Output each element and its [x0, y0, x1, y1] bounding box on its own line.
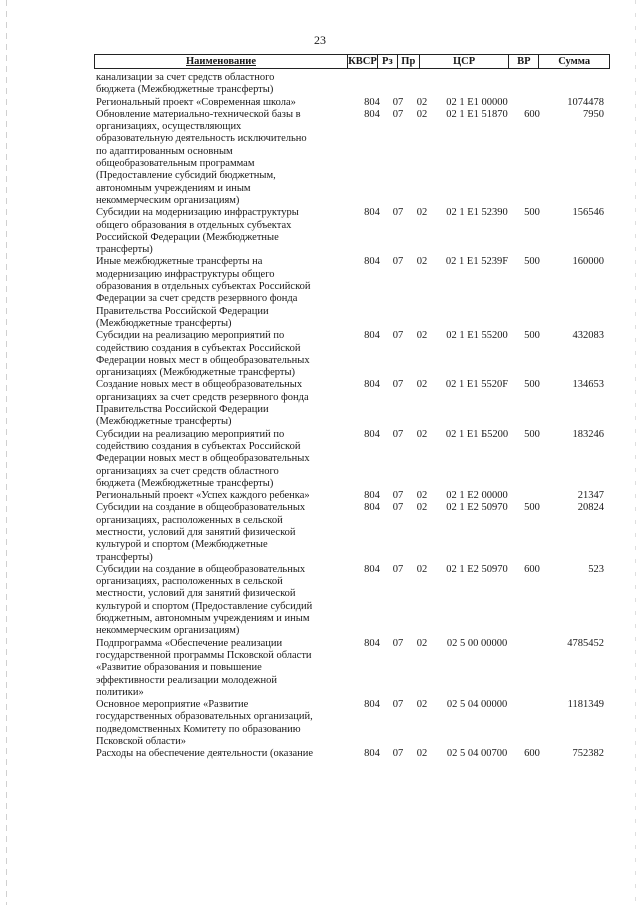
- row-name: [96, 638, 351, 699]
- row-sum: 4785452: [567, 637, 604, 649]
- row-rz: 07: [392, 428, 404, 440]
- row-name-line: модернизацию инфраструктуры общего: [96, 268, 275, 280]
- row-sum: 183246: [572, 428, 604, 440]
- row-name-line: (Предоставление субсидий бюджетным,: [96, 170, 276, 182]
- row-rz: 07: [392, 490, 404, 502]
- row-csr: 02 1 E1 Б5200: [445, 428, 509, 440]
- row-name: [96, 699, 351, 748]
- row-kvsr: 804: [364, 502, 380, 514]
- row-name-line: Основное мероприятие «Развитие: [96, 699, 249, 711]
- row-name-line: организациях за счет средств областного: [96, 465, 279, 477]
- row-name: [96, 429, 351, 490]
- row-name-line: местности, условий для занятий физической: [96, 588, 296, 600]
- row-name-line: по адаптированным основным: [96, 145, 233, 157]
- row-name-line: организациях (Межбюджетные трансферты): [96, 367, 295, 379]
- row-name-line: государственной программы Псковской области: [96, 649, 312, 661]
- row-pr: 02: [416, 699, 428, 711]
- row-kvsr: 804: [364, 699, 380, 711]
- table-row: [0, 97, 640, 109]
- row-name-line: образовательную деятельность исключительно: [96, 133, 307, 145]
- row-name-line: государственных образовательных организаций,: [96, 711, 313, 723]
- row-name: [96, 330, 351, 379]
- row-name-line: Обновление материально-технической базы в: [96, 108, 301, 120]
- row-name-line: Субсидии на реализацию мероприятий по: [96, 428, 285, 440]
- row-kvsr: 804: [364, 108, 380, 120]
- row-name-line: Российской Федерации (Межбюджетные: [96, 231, 279, 243]
- table-row: [0, 699, 640, 748]
- row-pr: 02: [416, 428, 428, 440]
- row-name-line: организациях, осуществляющих: [96, 121, 242, 133]
- row-name-line: Субсидии на создание в общеобразовательных: [96, 502, 306, 514]
- row-csr: 02 5 00 00000: [446, 637, 508, 649]
- row-name-line: Подпрограмма «Обеспечение реализации: [96, 637, 283, 649]
- row-vr: 500: [524, 330, 540, 342]
- row-name-line: Правительства Российской Федерации: [96, 305, 269, 317]
- row-kvsr: 804: [364, 207, 380, 219]
- row-kvsr: 804: [364, 330, 380, 342]
- table-header: [94, 54, 610, 69]
- row-pr: 02: [416, 637, 428, 649]
- row-kvsr: 804: [364, 490, 380, 502]
- row-csr: 02 1 E1 00000: [446, 96, 508, 108]
- row-name-line: культурой и спортом (Предоставление субсидий: [96, 600, 313, 612]
- row-name-line: (Межбюджетные трансферты): [96, 416, 232, 428]
- table-row: [0, 256, 640, 330]
- row-name-line: содействию создания в субъектах Российской: [96, 440, 301, 452]
- table-row: [0, 638, 640, 699]
- row-name-line: Федерации новых мест в общеобразовательных: [96, 354, 310, 366]
- row-rz: 07: [392, 330, 404, 342]
- row-name-line: Федерации новых мест в общеобразовательных: [96, 453, 310, 465]
- row-name-line: культурой и спортом (Межбюджетные: [96, 539, 268, 551]
- row-name-line: Создание новых мест в общеобразовательных: [96, 379, 303, 391]
- row-rz: 07: [392, 502, 404, 514]
- row-rz: 07: [392, 108, 404, 120]
- row-rz: 07: [392, 748, 404, 760]
- header-kvsr: КВСР: [348, 56, 377, 67]
- row-name: [96, 97, 351, 109]
- table-row: [0, 72, 640, 97]
- row-sum: 432083: [572, 330, 604, 342]
- row-rz: 07: [392, 256, 404, 268]
- row-name-line: Правительства Российской Федерации: [96, 404, 269, 416]
- row-kvsr: 804: [364, 748, 380, 760]
- row-pr: 02: [416, 563, 428, 575]
- row-csr: 02 5 04 00000: [446, 699, 508, 711]
- row-sum: 523: [588, 563, 604, 575]
- row-csr: 02 1 E1 5520F: [445, 379, 509, 391]
- row-kvsr: 804: [364, 428, 380, 440]
- row-name: [96, 564, 351, 638]
- row-vr: 600: [524, 563, 540, 575]
- row-csr: 02 1 E1 51870: [446, 108, 508, 120]
- table-row: [0, 564, 640, 638]
- row-vr: 500: [524, 379, 540, 391]
- row-name-line: образования в отдельных субъектах Российской: [96, 281, 311, 293]
- row-pr: 02: [416, 330, 428, 342]
- row-pr: 02: [416, 96, 428, 108]
- row-sum: 21347: [577, 490, 604, 502]
- row-name-line: «Развитие образования и повышение: [96, 662, 262, 674]
- row-sum: 134653: [572, 379, 604, 391]
- row-pr: 02: [416, 256, 428, 268]
- row-name-line: подведомственных Комитету по образованию: [96, 723, 301, 735]
- row-csr: 02 1 E2 50970: [446, 502, 508, 514]
- row-name-line: бюджетным, автономным учреждениям и иным: [96, 613, 310, 625]
- row-sum: 20824: [577, 502, 604, 514]
- header-vr: ВР: [509, 55, 539, 68]
- row-pr: 02: [416, 379, 428, 391]
- row-rz: 07: [392, 96, 404, 108]
- row-csr: 02 1 E2 00000: [446, 490, 508, 502]
- row-sum: 752382: [572, 748, 604, 760]
- row-name-line: Субсидии на модернизацию инфраструктуры: [96, 207, 299, 219]
- row-name: [96, 748, 351, 760]
- row-pr: 02: [416, 490, 428, 502]
- row-name-line: Региональный проект «Современная школа»: [96, 96, 296, 108]
- row-name: [96, 256, 351, 330]
- row-name-line: Субсидии на реализацию мероприятий по: [96, 330, 285, 342]
- row-name-line: трансферты): [96, 551, 153, 563]
- row-kvsr: 804: [364, 379, 380, 391]
- table-row: [0, 330, 640, 379]
- row-sum: 1074478: [567, 96, 604, 108]
- row-vr: 500: [524, 428, 540, 440]
- row-name-line: Федерации за счет средств резервного фонда: [96, 293, 298, 305]
- row-vr: 600: [524, 748, 540, 760]
- row-csr: 02 1 E1 52390: [446, 207, 508, 219]
- table-row: [0, 502, 640, 563]
- row-vr: 500: [524, 207, 540, 219]
- row-vr: 500: [524, 502, 540, 514]
- header-csr: ЦСР: [420, 55, 510, 68]
- row-kvsr: 804: [364, 96, 380, 108]
- row-csr: 02 1 E1 55200: [446, 330, 508, 342]
- row-name: [96, 72, 351, 97]
- row-name: [96, 490, 351, 502]
- table-row: [0, 490, 640, 502]
- row-pr: 02: [416, 748, 428, 760]
- row-name-line: автономным учреждениям и иным: [96, 182, 251, 194]
- row-name-line: бюджета (Межбюджетные трансферты): [96, 84, 274, 96]
- row-kvsr: 804: [364, 256, 380, 268]
- row-name-line: канализации за счет средств областного: [96, 72, 275, 83]
- row-name-line: Субсидии на создание в общеобразовательных: [96, 563, 306, 575]
- row-pr: 02: [416, 207, 428, 219]
- row-vr: 600: [524, 108, 540, 120]
- header-name: Наименование: [95, 55, 348, 68]
- row-pr: 02: [416, 502, 428, 514]
- row-name-line: организациях, расположенных в сельской: [96, 514, 283, 526]
- header-pr: Пр: [398, 55, 420, 68]
- page-number: 23: [314, 33, 326, 47]
- table-body: [0, 72, 640, 761]
- row-pr: 02: [416, 108, 428, 120]
- row-name: [96, 207, 351, 256]
- row-rz: 07: [392, 379, 404, 391]
- row-name-line: трансферты): [96, 244, 153, 256]
- row-sum: 156546: [572, 207, 604, 219]
- row-name: [96, 109, 351, 207]
- row-kvsr: 804: [364, 637, 380, 649]
- header-sum: Сумма: [558, 56, 591, 67]
- row-name-line: Псковской области»: [96, 736, 187, 748]
- row-name: [96, 502, 351, 563]
- row-vr: 500: [524, 256, 540, 268]
- table-row: [0, 207, 640, 256]
- row-rz: 07: [392, 563, 404, 575]
- row-rz: 07: [392, 637, 404, 649]
- row-name-line: Региональный проект «Успех каждого ребенка»: [96, 490, 310, 502]
- row-name-line: эффективности реализации молодежной: [96, 674, 278, 686]
- row-sum: 160000: [572, 256, 604, 268]
- row-sum: 7950: [583, 108, 604, 120]
- row-name-line: местности, условий для занятий физической: [96, 526, 296, 538]
- row-name-line: Расходы на обеспечение деятельности (оказание: [96, 748, 314, 760]
- row-rz: 07: [392, 699, 404, 711]
- row-name-line: (Межбюджетные трансферты): [96, 317, 232, 329]
- row-name-line: бюджета (Межбюджетные трансферты): [96, 477, 274, 489]
- header-rz: Рз: [378, 55, 398, 68]
- row-name-line: общеобразовательным программам: [96, 158, 255, 170]
- row-name: [96, 379, 351, 428]
- row-name-line: содействию создания в субъектах Российской: [96, 342, 301, 354]
- row-name-line: некоммерческим организациям): [96, 625, 240, 637]
- table-row: [0, 748, 640, 760]
- row-name-line: общего образования в отдельных субъектах: [96, 219, 292, 231]
- row-name-line: политики»: [96, 686, 144, 698]
- row-name-line: организациях за счет средств резервного фонда: [96, 391, 309, 403]
- table-row: [0, 109, 640, 207]
- row-csr: 02 1 E2 50970: [446, 563, 508, 575]
- row-csr: 02 5 04 00700: [446, 748, 508, 760]
- table-row: [0, 429, 640, 490]
- row-sum: 1181349: [567, 699, 604, 711]
- row-csr: 02 1 E1 5239F: [445, 256, 509, 268]
- row-rz: 07: [392, 207, 404, 219]
- row-name-line: Иные межбюджетные трансферты на: [96, 256, 263, 268]
- row-name-line: некоммерческим организациям): [96, 194, 240, 206]
- row-name-line: организациях, расположенных в сельской: [96, 576, 283, 588]
- table-row: [0, 379, 640, 428]
- row-kvsr: 804: [364, 563, 380, 575]
